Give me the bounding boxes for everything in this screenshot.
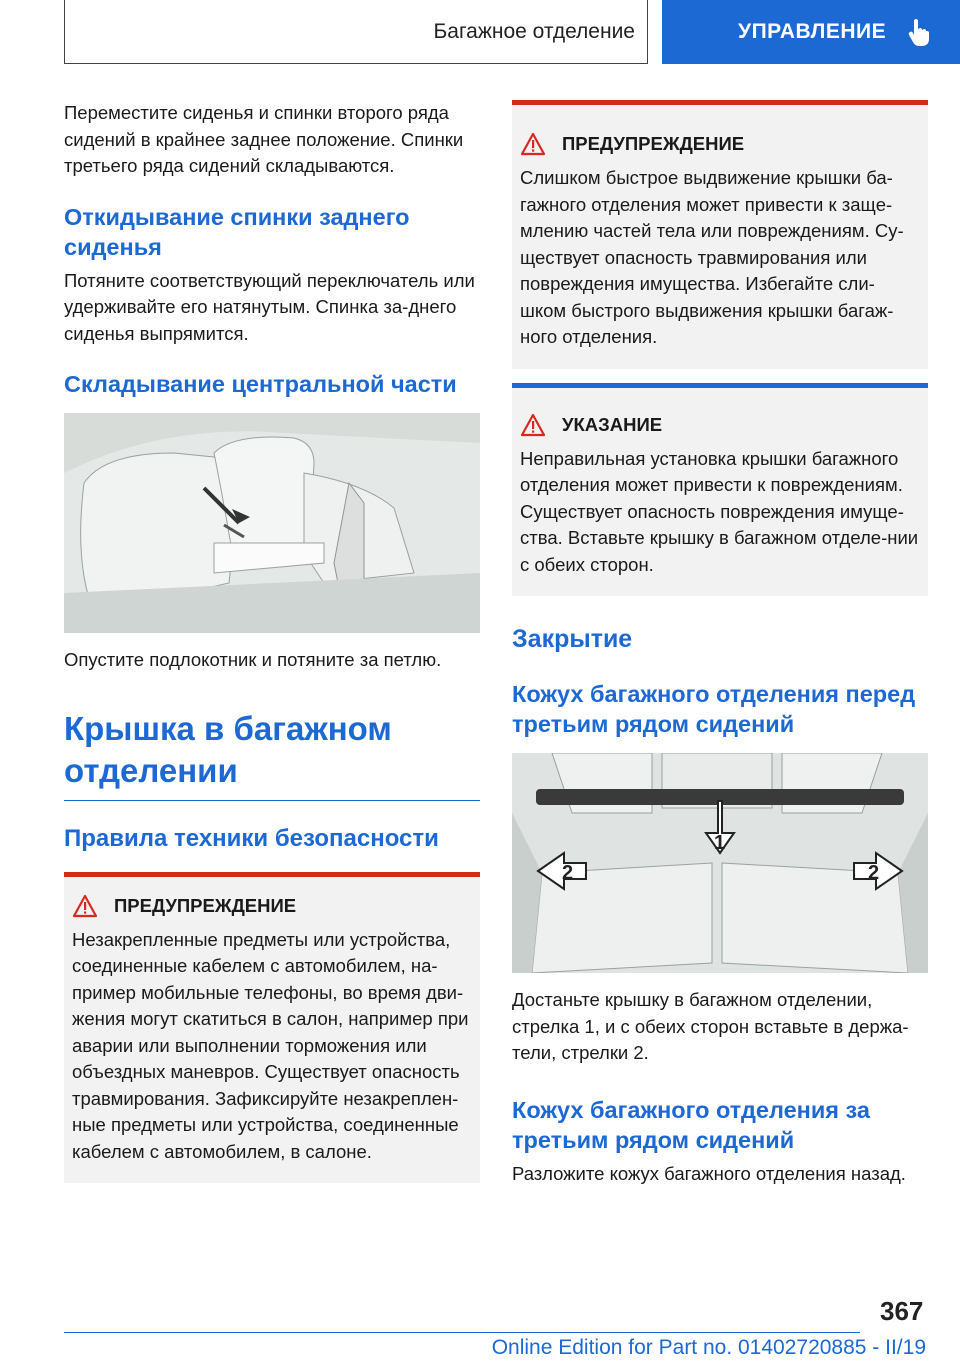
- warning-text: Слишком быстрое выдвижение крышки ба-гажного отделения может привести к защe-млению частей тела или повреждениям. Су-ществует опасность травмирования или повреждения имущества. Избегайте сли-шком быстрого выдвижения крышки багаж-ного отделения.: [520, 167, 904, 347]
- warning-text: Незакрепленные предметы или устройства, соединенные кабелем с автомобилем, на-пример мобильные телефоны, во время дви-жения могут скатиться в салон, например при аварии или выполнении торможения или объездных маневров. Существует опасность травмирования. Зафиксируйте незакреплен-ные предметы или устройства, соединенные кабелем с автомобилем, в салоне.: [72, 928, 469, 1162]
- chapter-title: УПРАВЛЕНИЕ: [738, 20, 887, 43]
- notice-text: Неправильная установка крышки багажного отделения может привести к повреждениям. Существует опасность повреждения имуще-ства. Вставьте крышку в багажном отделе-нии с обеих сторон.: [520, 447, 919, 575]
- header-chapter-tab: [662, 0, 960, 64]
- footer-edition: Online Edition for Part no. 01402720885 - II/19: [491, 1336, 926, 1359]
- luggage-cover-illustration: [512, 753, 928, 973]
- arrow-label-2-left: 2: [562, 862, 574, 884]
- heading-center-section: Складывание центральной части: [64, 371, 457, 397]
- heading-luggage-cover: Крышка в багажном отделении: [64, 709, 392, 789]
- section-title: Багажное отделение: [433, 19, 635, 43]
- left-column: [64, 100, 480, 1183]
- warning-title: [72, 891, 472, 921]
- heading-closing: Закрытие: [512, 625, 633, 653]
- paragraph-center-section: Опустите подлокотник и потяните за петлю.: [64, 649, 442, 670]
- warning-box-left: [64, 872, 480, 1184]
- heading-fold-back: Откидывание спинки заднего сиденья: [64, 203, 410, 260]
- footer-rule: [64, 1332, 860, 1333]
- notice-box: [512, 383, 928, 597]
- intro-paragraph: Переместите сиденья и спинки второго ряда сидений в крайнее заднее положение. Спинки третьего ряда сидений складываются.: [64, 102, 464, 176]
- notice-title-text: УКАЗАНИЕ: [562, 413, 663, 435]
- notice-triangle-icon: [520, 413, 546, 437]
- paragraph-fold-back: Потяните соответствующий переключатель или удерживайте его натянутым. Спинка за-днего сиденья выпрямится.: [64, 269, 475, 344]
- right-column: [512, 100, 928, 1187]
- arrow-label-2-right: 2: [868, 862, 880, 884]
- warning-title-text: ПРЕДУПРЕЖДЕНИЕ: [562, 133, 745, 154]
- photo-luggage-cover: [512, 753, 928, 973]
- notice-title: [520, 410, 920, 440]
- warning-triangle-icon: [520, 132, 546, 156]
- photo-rear-seat-armrest: [64, 413, 480, 633]
- warning-title: [520, 129, 920, 159]
- arrow-label-1: 1: [714, 832, 726, 854]
- header-section-title: [64, 0, 648, 64]
- warning-title-text: ПРЕДУПРЕЖДЕНИЕ: [114, 894, 297, 916]
- page-number: 367: [880, 1296, 924, 1326]
- heading-cover-front: Кожух багажного отделения перед третьим рядом сидений: [512, 681, 916, 737]
- warning-box-right: [512, 100, 928, 369]
- paragraph-cover-behind: Разложите кожух багажного отделения назад.: [512, 1162, 906, 1184]
- heading-safety-rules: Правила техники безопасности: [64, 824, 439, 852]
- rear-seat-illustration: [64, 413, 480, 633]
- hand-pointer-icon: [908, 18, 930, 46]
- warning-triangle-icon: [72, 894, 98, 918]
- paragraph-cover-front: Достаньте крышку в багажном отделении, стрелка 1, и с обеих сторон вставьте в держа-тели, стрелки 2.: [512, 989, 909, 1063]
- heading-cover-behind: Кожух багажного отделения за третьим рядом сидений: [512, 1096, 870, 1153]
